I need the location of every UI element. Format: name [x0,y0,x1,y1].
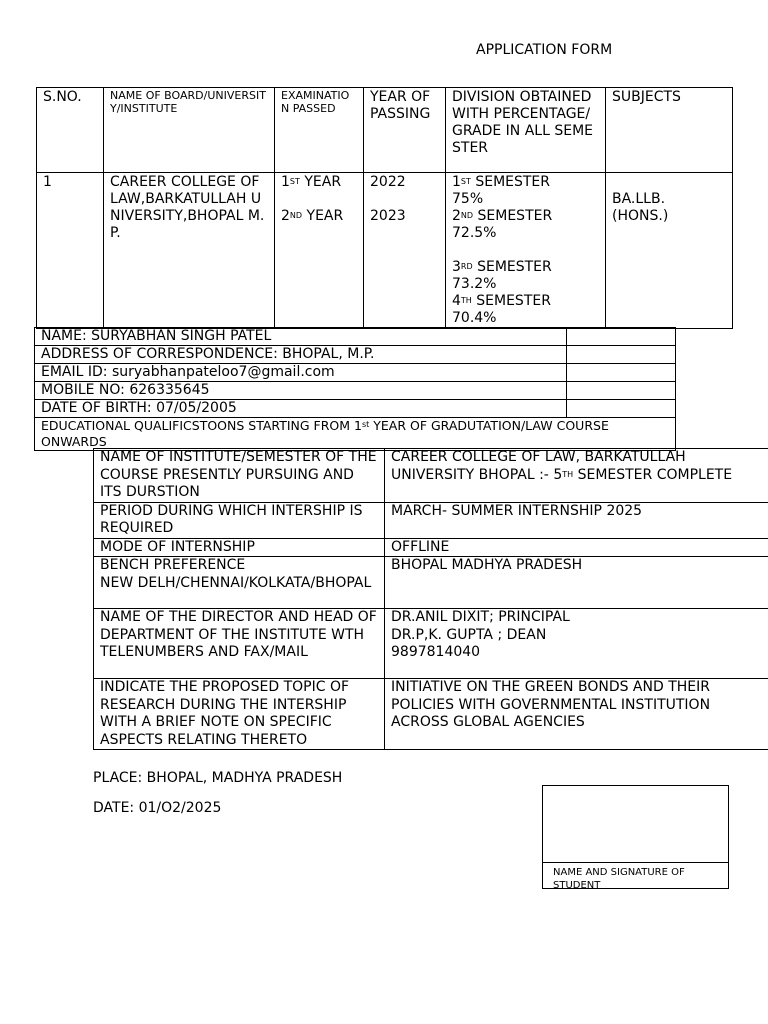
row-board: CAREER COLLEGE OF LAW,BARKATULLAH UNIVERSITY,BHOPAL M.P. [104,173,275,329]
bench-label: BENCH PREFERENCE NEW DELH/CHENNAI/KOLKATA/BHOPAL [94,557,385,609]
semester-1-pct: 75% [452,191,484,207]
subject-line-1: BA.LLB. [612,191,666,207]
education-row [37,173,733,329]
period-value: MARCH- SUMMER INTERNSHIP 2025 [385,502,768,538]
exam-second-year: 2ND YEAR [281,208,344,224]
semester-4-pct: 70.4% [452,310,497,326]
semester-3-pct: 73.2% [452,276,497,292]
row-division [446,173,606,329]
dob-extra [567,400,676,418]
header-sno: S.NO. [37,88,104,173]
institute-label: NAME OF INSTITUTE/SEMESTER OF THE COURSE PRESENTLY PURSUING AND ITS DURSTION [94,449,385,503]
mode-label: MODE OF INTERNSHIP [94,538,385,557]
mobile-field: MOBILE NO: 626335645 [35,382,567,400]
topic-value: INITIATIVE ON THE GREEN BONDS AND THEIR POLICIES WITH GOVERNMENTAL INSTITUTION ACROSS GLOBAL AGENCIES [385,679,768,750]
semester-2-pct: 72.5% [452,225,497,241]
internship-details-table [93,448,768,750]
period-label: PERIOD DURING WHICH INTERSHIP IS REQUIRED [94,502,385,538]
semester-1: 1ST SEMESTER [452,174,551,190]
topic-label: INDICATE THE PROPOSED TOPIC OF RESEARCH DURING THE INTERSHIP WITH A BRIEF NOTE ON SPECIFIC ASPECTS RELATING THERETO [94,679,385,750]
email-field: EMAIL ID: suryabhanpateloo7@gmail.com [35,364,567,382]
name-extra [567,328,676,346]
director-label: NAME OF THE DIRECTOR AND HEAD OF DEPARTMENT OF THE INSTITUTE WTH TELENUMBERS AND FAX/MAIL [94,609,385,679]
header-board: NAME OF BOARD/UNIVERSITY/INSTITUTE [104,88,275,173]
education-header-row [37,88,733,173]
year-first: 2022 [370,174,406,190]
institute-value: CAREER COLLEGE OF LAW, BARKATULLAH UNIVERSITY BHOPAL :- 5TH SEMESTER COMPLETE [385,449,768,503]
row-sno: 1 [37,173,104,329]
name-field: NAME: SURYABHAN SINGH PATEL [35,328,567,346]
year-second: 2023 [370,208,406,224]
education-qualifications-note: EDUCATIONAL QUALIFICSTOONS STARTING FROM 1st YEAR OF GRADUTATION/LAW COURSE ONWARDS [35,418,676,451]
signature-box [542,785,729,889]
address-extra [567,346,676,364]
header-exam: EXAMINATION PASSED [275,88,364,173]
signature-label: NAME AND SIGNATURE OF STUDENT [553,867,685,888]
director-value: DR.ANIL DIXIT; PRINCIPAL DR.P,K. GUPTA ; DEAN 9897814040 [385,609,768,679]
semester-2: 2ND SEMESTER [452,208,553,224]
bench-value: BHOPAL MADHYA PRADESH [385,557,768,609]
row-exam [275,173,364,329]
mode-value: OFFLINE [385,538,768,557]
header-division: DIVISION OBTAINED WITH PERCENTAGE/GRADE IN ALL SEMESTER [446,88,606,173]
semester-3: 3RD SEMESTER [452,259,552,275]
exam-first-year: 1ST YEAR [281,174,342,190]
education-table [36,87,733,329]
semester-4: 4TH SEMESTER [452,293,551,309]
email-extra [567,364,676,382]
header-subjects: SUBJECTS [606,88,733,173]
date-line: DATE: 01/O2/2025 [93,800,222,816]
row-year [364,173,446,329]
form-title: APPLICATION FORM [476,42,613,58]
personal-info-table [34,327,676,451]
address-field: ADDRESS OF CORRESPONDENCE: BHOPAL, M.P. [35,346,567,364]
row-subjects [606,173,733,329]
subject-line-2: (HONS.) [612,208,669,224]
dob-field: DATE OF BIRTH: 07/05/2005 [35,400,567,418]
place-line: PLACE: BHOPAL, MADHYA PRADESH [93,770,343,786]
header-year: YEAR OF PASSING [364,88,446,173]
mobile-extra [567,382,676,400]
signature-divider [543,862,728,863]
